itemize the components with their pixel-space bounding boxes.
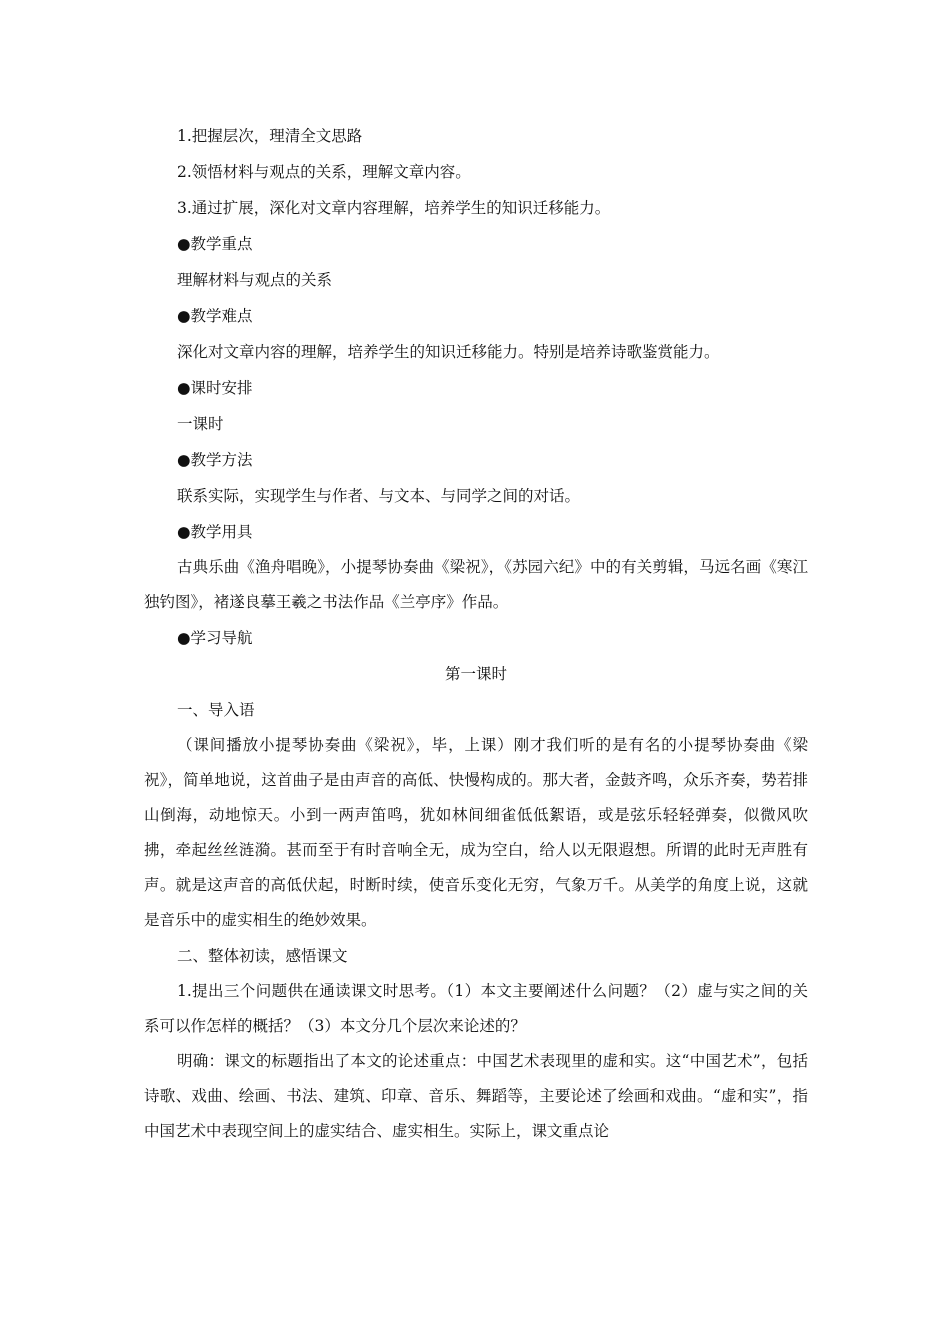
reading-question: 1.提出三个问题供在通读课文时思考。（1）本文主要阐述什么问题？（2）虚与实之间的关系可以作怎样的概括？（3）本文分几个层次来论述的？ (144, 982, 808, 1035)
key-point-heading: ●教学重点 (177, 235, 253, 253)
objective-3: 3.通过扩展，深化对文章内容理解，培养学生的知识迁移能力。 (177, 199, 611, 217)
schedule-text: 一课时 (177, 415, 224, 433)
key-point-text: 理解材料与观点的关系 (177, 271, 333, 289)
intro-paragraph: （课间播放小提琴协奏曲《梁祝》，毕，上课）刚才我们听的是有名的小提琴协奏曲《梁祝》，简单地说，这首曲子是由声音的高低、快慢构成的。那大者，金鼓齐鸣，众乐齐奏，势若排山倒海，动地惊天。小到一两声笛鸣，犹如林间细雀低低絮语，或是弦乐轻轻弹奏，似微风吹拂，牵起丝丝涟漪。甚而至于有时音响全无，成为空白，给人以无限遐想。所谓的此时无声胜有声。就是这声音的高低伏起，时断时续，使音乐变化无穷，气象万千。从美学的角度上说，这就是音乐中的虚实相生的绝妙效果。 (144, 736, 808, 929)
reading-answer: 明确：课文的标题指出了本文的论述重点：中国艺术表现里的虚和实。这“中国艺术”，包括诗歌、戏曲、绘画、书法、建筑、印章、音乐、舞蹈等，主要论述了绘画和戏曲。“虚和实”，指中国艺术中表现空间上的虚实结合、虚实相生。实际上，课文重点论 (144, 1052, 808, 1140)
difficulty-text: 深化对文章内容的理解，培养学生的知识迁移能力。特别是培养诗歌鉴赏能力。 (177, 343, 720, 361)
method-text: 联系实际，实现学生与作者、与文本、与同学之间的对话。 (177, 487, 581, 505)
document-page (144, 118, 808, 1149)
method-heading: ●教学方法 (177, 451, 253, 469)
objective-1: 1.把握层次，理清全文思路 (177, 127, 363, 145)
difficulty-heading: ●教学难点 (177, 307, 253, 325)
intro-heading: 一、导入语 (177, 701, 255, 719)
guide-heading: ●学习导航 (177, 629, 253, 647)
lesson-title: 第一课时 (444, 665, 507, 683)
schedule-heading: ●课时安排 (177, 379, 253, 397)
reading-heading: 二、整体初读，感悟课文 (177, 947, 348, 965)
objective-2: 2.领悟材料与观点的关系，理解文章内容。 (177, 163, 471, 181)
tools-text: 古典乐曲《渔舟唱晚》，小提琴协奏曲《梁祝》，《苏园六纪》中的有关剪辑，马远名画《寒江独钓图》，褚遂良摹王羲之书法作品《兰亭序》作品。 (144, 558, 808, 611)
tools-heading: ●教学用具 (177, 523, 253, 541)
